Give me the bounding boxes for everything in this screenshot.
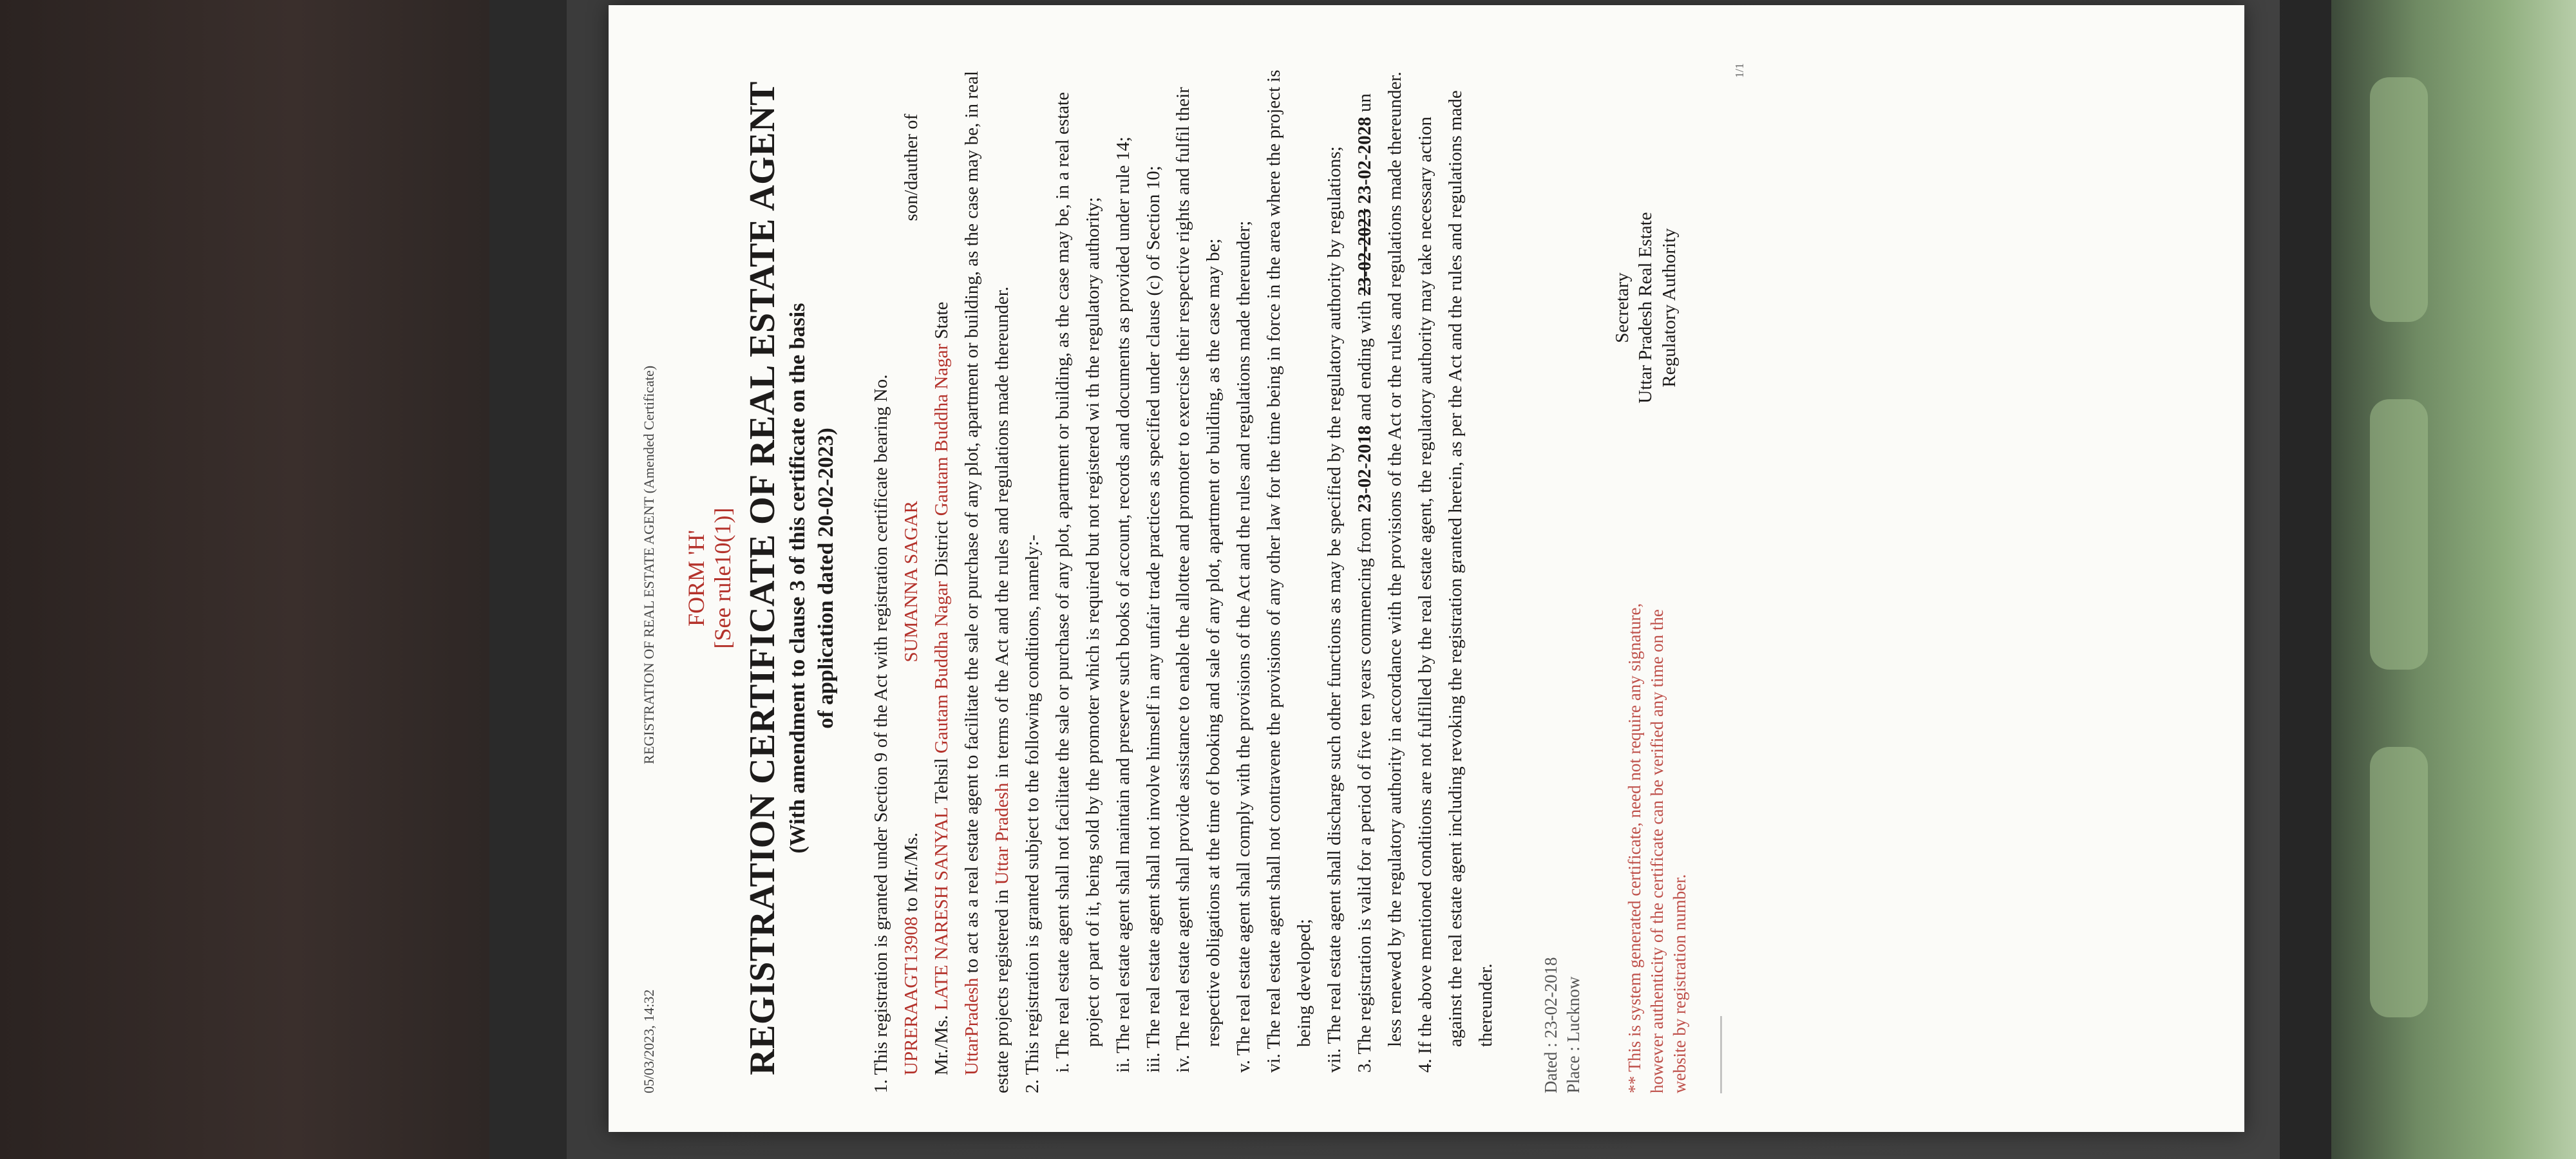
dated-text: Dated : 23-02-2018 bbox=[1541, 957, 1561, 1093]
green-edge bbox=[2331, 0, 2576, 1159]
registration-number: UPRERAAGT13908 bbox=[900, 916, 922, 1075]
green-bar bbox=[2370, 77, 2428, 322]
certificate-subtitle-1: (With amendment to clause 3 of this certificate on the basis bbox=[785, 303, 810, 854]
state-value: UttarPradesh bbox=[961, 977, 982, 1075]
condition-item: v. The real estate agent shall comply with the provisions of the Act and the rules and regulations made thereunder; bbox=[1233, 220, 1255, 1073]
para1-rest-2: in terms of the Act and the rules and regulations made thereunder. bbox=[991, 286, 1012, 778]
desk-background bbox=[0, 0, 489, 1159]
signatory-block bbox=[1611, 140, 1681, 475]
page-number: 1/1 bbox=[1733, 63, 1747, 79]
certificate-page bbox=[609, 24, 2244, 1132]
para2-lead: 2. This registration is granted subject to the following conditions, namely:- bbox=[1021, 534, 1043, 1093]
para3-lead: 3. The registration is valid for a period of five ten years commencing from bbox=[1354, 517, 1376, 1073]
state-label: State bbox=[931, 301, 952, 339]
certificate-title: REGISTRATION CERTIFICATE OF REAL ESTATE AGENT bbox=[742, 81, 782, 1075]
print-header bbox=[641, 63, 658, 1093]
condition-item: i. The real estate agent shall not facilitate the sale or purchase of any plot, apartment or building, as the case may be, in a real estate project or part of it, being sold by the promoter which is required but not registered wi th the regulatory authority; bbox=[1052, 92, 1103, 1073]
validity-start: 23-02-2018 bbox=[1354, 425, 1376, 513]
certificate-body bbox=[866, 63, 1501, 1093]
para1-to: to Mr./Ms. bbox=[900, 832, 922, 912]
paragraph-1 bbox=[866, 63, 1018, 1093]
rule-reference: [See rule10(1)] bbox=[710, 507, 736, 649]
district-label: District bbox=[931, 520, 952, 577]
validity-end: 23-02-2028 bbox=[1354, 117, 1376, 204]
certificate-footer bbox=[1540, 63, 1772, 1093]
para1-lead: 1. This registration is granted under Section 9 of the Act with registration certificate bearing No. bbox=[870, 374, 891, 1093]
place-text: Place : Lucknow bbox=[1564, 976, 1584, 1093]
system-note-line: ** This is system generated certificate, need not require any signature, bbox=[1625, 603, 1645, 1093]
relation-text: son/dauther of bbox=[900, 113, 922, 221]
validity-end-struck: 23-02-2023 bbox=[1354, 208, 1376, 296]
project-state: Uttar Pradesh bbox=[991, 782, 1012, 885]
condition-item: vii. The real estate agent shall discharge such other functions as may be specified by the regulatory authority by regulations; bbox=[1324, 146, 1345, 1073]
paragraph-2 bbox=[1018, 63, 1048, 1093]
certificate-paper bbox=[609, 5, 2244, 1132]
condition-item: iv. The real estate agent shall provide assistance to enable the allottee and promoter to exercise their respective rights and fulfil their respective obligations at the time of booking and sale of any plot, apartment or building, as the case may be; bbox=[1173, 87, 1224, 1073]
system-note-line: website by registration number. bbox=[1670, 874, 1690, 1093]
agent-name: SUMANNA SAGAR bbox=[900, 500, 922, 663]
certificate-subtitle-2: of application dated 20-02-2023) bbox=[814, 428, 838, 729]
green-bar bbox=[2370, 399, 2428, 670]
green-bar bbox=[2370, 747, 2428, 1017]
signatory-org-2: Regulatory Authority bbox=[1658, 228, 1680, 388]
parent-name: LATE NARESH SANYAL bbox=[931, 807, 952, 1011]
tehsil-label: Tehsil bbox=[931, 758, 952, 804]
para3-and: and ending with bbox=[1354, 300, 1376, 421]
faint-mark bbox=[1720, 1016, 1730, 1093]
paragraph-3 bbox=[1350, 63, 1410, 1093]
para3-rest: un less renewed by the regulatory authority in accordance with the provisions of the Act or the rules and regulations made thereunder. bbox=[1354, 71, 1406, 1047]
paragraph-4: 4. If the above mentioned conditions are not fulfilled by the real estate agent, the regulatory authority may take necessary action against the real estate agent including revoking the registration granted herein, as per the Act and the rules and regulations made thereunder. bbox=[1415, 90, 1497, 1073]
print-timestamp: 05/03/2023, 14:32 bbox=[641, 989, 657, 1093]
parent-prefix: Mr./Ms. bbox=[931, 1015, 952, 1075]
tehsil-value: Gautam Buddha Nagar bbox=[931, 581, 952, 754]
para1-rest-1: to act as a real estate agent to facilitate the sale or purchase of any plot, apartment or building, as the case may be, in real estate projects registered in bbox=[961, 71, 1012, 1093]
condition-item: vi. The real estate agent shall not contravene the provisions of any other law for the time being in force in the area where the project is being developed; bbox=[1264, 70, 1315, 1073]
form-label: FORM 'H' bbox=[683, 530, 709, 627]
print-title: REGISTRATION OF REAL ESTATE AGENT (Amended Certificate) bbox=[641, 365, 657, 764]
signatory-title: Secretary bbox=[1612, 272, 1633, 343]
system-note-line: however authenticity of the certificate can be verified any time on the bbox=[1647, 609, 1667, 1093]
district-value: Gautam Buddha Nagar bbox=[931, 343, 952, 516]
condition-item: iii. The real estate agent shall not involve himself in any unfair trade practices as specified under clause (c) of Section 10; bbox=[1142, 165, 1164, 1073]
condition-item: ii. The real estate agent shall maintain and preserve such books of account, records and documents as provided under rule 14; bbox=[1112, 137, 1133, 1073]
signatory-org-1: Uttar Pradesh Real Estate bbox=[1635, 212, 1656, 404]
system-generated-note bbox=[1624, 462, 1691, 1093]
